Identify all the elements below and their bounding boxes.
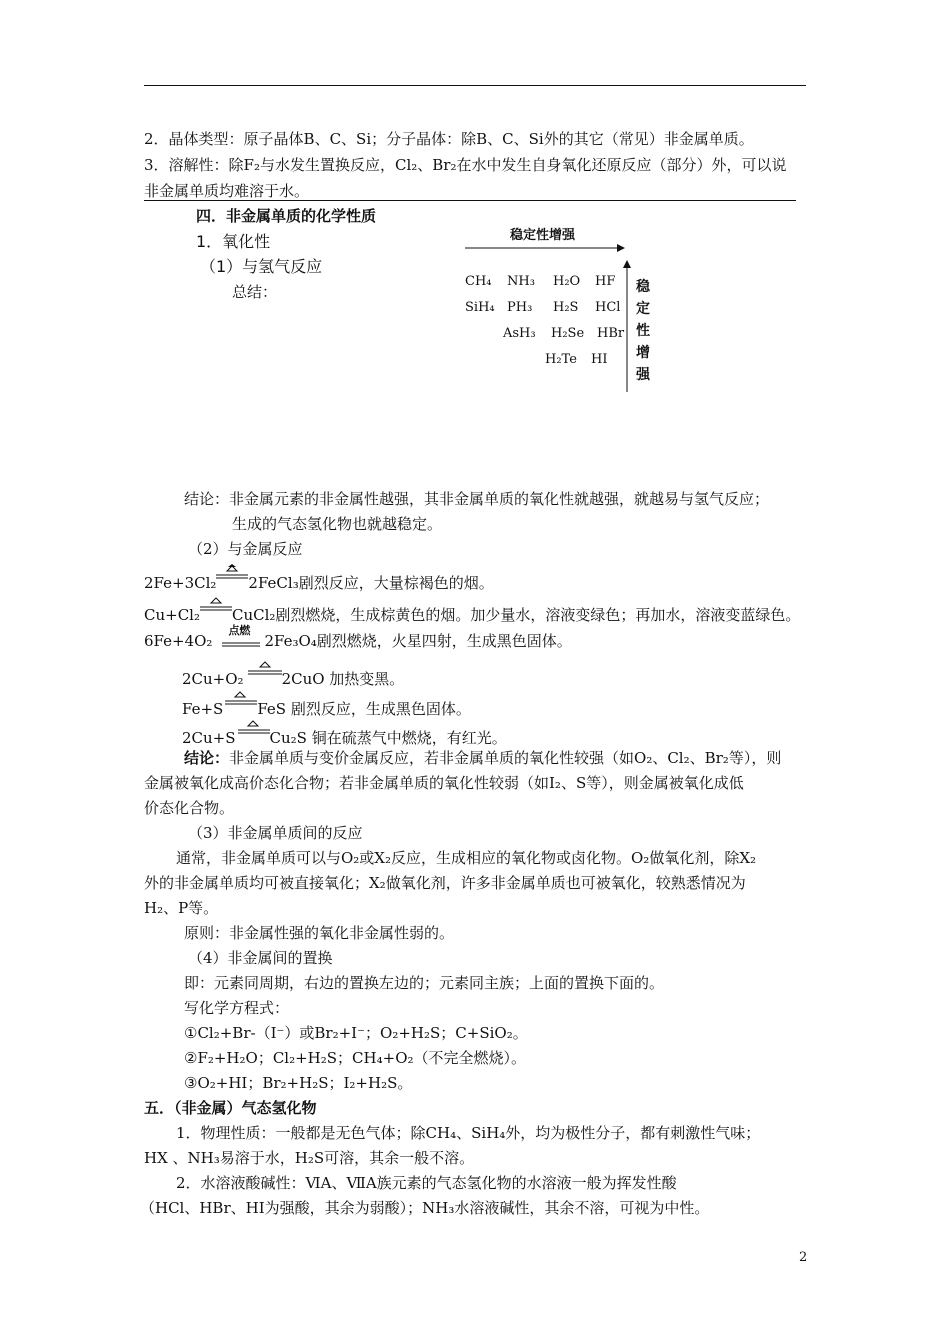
products: 2CuO 加热变黑。 <box>281 670 405 688</box>
formula-cell: H₂O <box>553 274 581 289</box>
text-line: 2．晶体类型：原子晶体B、C、Si；分子晶体：除B、C、Si外的其它（常见）非金属单质。 <box>144 130 754 148</box>
heat-sign-icon <box>244 660 282 688</box>
reactants: 2Cu+S <box>182 729 236 747</box>
text-line: HX 、NH₃易溶于水，H₂S可溶，其余一般不溶。 <box>144 1149 475 1167</box>
text-line: （2）与金属反应 <box>188 540 303 558</box>
equation-line <box>182 721 507 749</box>
figure-side-label: 稳 定 性 增 强 <box>636 279 650 383</box>
text-line: 生成的气态氢化物也就越稳定。 <box>232 515 443 533</box>
reactants: 6Fe+4O₂ <box>144 632 213 650</box>
reactants: 2Fe+3Cl₂ <box>144 574 217 592</box>
formula-cell: PH₃ <box>507 300 533 315</box>
products: FeS 剧烈反应，生成黑色固体。 <box>257 700 471 718</box>
page-number: 2 <box>799 1250 808 1265</box>
section-heading: 四．非金属单质的化学性质 <box>196 207 377 225</box>
text-line: （3）非金属单质间的反应 <box>188 824 363 842</box>
equation-line <box>144 566 494 594</box>
text-line: ③O₂+HI；Br₂+H₂S；I₂+H₂S。 <box>184 1074 413 1092</box>
ignite-condition <box>212 624 264 653</box>
text-line: 外的非金属单质均可被直接氧化；X₂做氧化剂，许多非金属单质也可被氧化，较熟悉情况为 <box>144 874 746 892</box>
formula-cell: HBr <box>597 326 625 341</box>
header-rule <box>144 85 806 86</box>
formula-cell: HCl <box>595 300 621 315</box>
formula-cell: HI <box>591 352 608 367</box>
section-heading: 五．（非金属）气态氢化物 <box>144 1099 317 1117</box>
formula-cell: HF <box>595 274 616 289</box>
text-line: ②F₂+H₂O；Cl₂+H₂S；CH₄+O₂（不完全燃烧）。 <box>184 1049 527 1067</box>
heat-sign-icon <box>223 690 257 718</box>
text-line: 即：元素同周期，右边的置换左边的；元素同主族；上面的置换下面的。 <box>184 974 665 992</box>
equation-line <box>182 662 404 690</box>
conclusion-text: 非金属单质与变价金属反应，若非金属单质的氧化性较强（如O₂、Cl₂、Br₂等），则 <box>229 749 782 767</box>
text-line: （HCl、HBr、HI为强酸，其余为弱酸）；NH₃水溶液碱性，其余不溶，可视为中性。 <box>140 1199 710 1217</box>
formula-cell: H₂S <box>553 300 579 315</box>
text-line: 1．物理性质：一般都是无色气体；除CH₄、SiH₄外，均为极性分子，都有刺激性气味； <box>176 1124 761 1142</box>
heat-sign-icon <box>200 596 232 624</box>
formula-cell: SiH₄ <box>465 300 495 315</box>
heat-sign-icon <box>236 719 270 747</box>
reactants: Cu+Cl₂ <box>144 606 200 624</box>
text-line: 通常，非金属单质可以与O₂或X₂反应，生成相应的氧化物或卤化物。O₂做氧化剂，除X₂ <box>176 849 757 867</box>
condition-label: 点燃 <box>228 624 251 637</box>
products: 2Fe₃O₄剧烈燃烧，火星四射，生成黑色固体。 <box>264 632 572 650</box>
text-line: H₂、P等。 <box>144 899 219 917</box>
section-rule <box>144 200 796 201</box>
figure-top-label: 稳定性增强 <box>510 228 576 243</box>
heat-sign-icon <box>216 564 248 592</box>
text-line: 结论：非金属元素的非金属性越强，其非金属单质的氧化性就越强，就越易与氢气反应； <box>184 490 770 508</box>
subheading: （1）与氢气反应 <box>200 257 323 276</box>
formula-cell: AsH₃ <box>503 326 536 341</box>
formula-cell: H₂Te <box>545 352 577 367</box>
equation-line <box>144 624 572 653</box>
text-line: 写化学方程式： <box>184 999 290 1017</box>
text-line: 价态化合物。 <box>144 799 235 817</box>
products: 2FeCl₃剧烈反应，大量棕褐色的烟。 <box>248 574 494 592</box>
products: CuCl₂剧烈燃烧，生成棕黄色的烟。加少量水，溶液变绿色；再加水，溶液变蓝绿色。 <box>232 606 801 624</box>
text-line <box>184 747 781 769</box>
formula-cell: NH₃ <box>507 274 535 289</box>
products: Cu₂S 铜在硫蒸气中燃烧，有红光。 <box>269 729 507 747</box>
text-line: 3．溶解性：除F₂与水发生置换反应，Cl₂、Br₂在水中发生自身氧化还原反应（部分）外，可以说 <box>144 156 787 174</box>
text-line: ①Cl₂+Br-（I⁻）或Br₂+I⁻；O₂+H₂S；C+SiO₂。 <box>184 1024 528 1042</box>
formula-cell: H₂Se <box>551 326 585 341</box>
formula-cell: CH₄ <box>465 274 492 289</box>
conclusion-label: 结论： <box>184 749 230 767</box>
text-line: 原则：非金属性强的氧化非金属性弱的。 <box>184 924 455 942</box>
reactants: Fe+S <box>182 700 224 718</box>
text-line: 非金属单质均难溶于水。 <box>144 182 310 200</box>
summary-label: 总结： <box>232 283 278 301</box>
text-line: （4）非金属间的置换 <box>188 949 333 967</box>
text-line: 2．水溶液酸碱性：ⅥA、ⅦA族元素的气态氢化物的水溶液一般为挥发性酸 <box>176 1174 677 1192</box>
reactants: 2Cu+O₂ <box>182 670 244 688</box>
subheading: 1．氧化性 <box>196 232 271 251</box>
equation-line <box>182 692 471 720</box>
text-line: 金属被氧化成高价态化合物；若非金属单质的氧化性较弱（如I₂、S等），则金属被氧化成低 <box>144 774 744 792</box>
stability-figure <box>455 222 665 392</box>
